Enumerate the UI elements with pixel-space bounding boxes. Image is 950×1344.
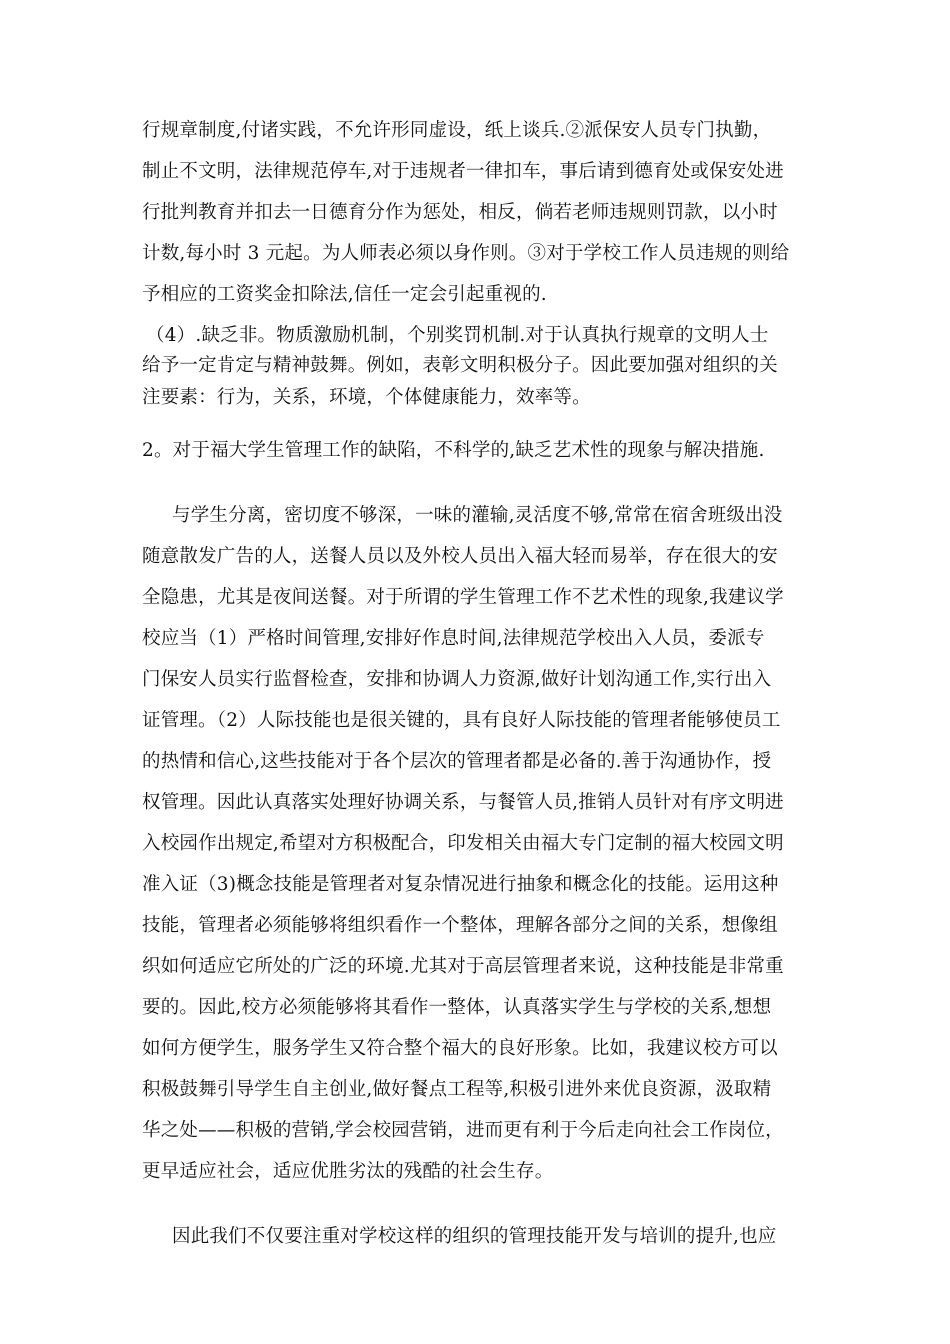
text-line: 华之处——积极的营销,学会校园营销，进而更有利于今后走向社会工作岗位， xyxy=(142,1120,784,1141)
text-line: 更早适应社会，适应优胜劣汰的残酷的社会生存。 xyxy=(142,1161,554,1182)
text-line: 门保安人员实行监督检查，安排和协调人力资源,做好计划沟通工作,实行出入 xyxy=(142,669,772,690)
text-line: 校应当（1）严格时间管理,安排好作息时间,法律规范学校出入人员，委派专 xyxy=(142,628,765,649)
text-line: （4）.缺乏非。物质激励机制，个别奖罚机制.对于认真执行规章的文明人士 xyxy=(146,325,769,346)
section-heading: 2。对于福大学生管理工作的缺陷，不科学的,缺乏艺术性的现象与解决措施. xyxy=(142,440,765,461)
text-line: 要的。因此,校方必须能够将其看作一整体，认真落实学生与学校的关系,想想 xyxy=(142,997,772,1018)
text-line: 注要素：行为，关系，环境，个体健康能力，效率等。 xyxy=(142,387,591,408)
text-line: 制止不文明，法律规范停车,对于违规者一律扣车，事后请到德育处或保安处进 xyxy=(142,161,784,182)
text-line: 技能，管理者必须能够将组织看作一个整体，理解各部分之间的关系，想像组 xyxy=(142,915,778,936)
text-line: 积极鼓舞引导学生自主创业,做好餐点工程等,积极引进外来优良资源，汲取精 xyxy=(142,1079,772,1100)
text-line: 准入证（3)概念技能是管理者对复杂情况进行抽象和概念化的技能。运用这种 xyxy=(142,874,779,895)
text-line: 权管理。因此认真落实处理好协调关系，与餐管人员,推销人员针对有序文明进 xyxy=(142,792,784,813)
text-line: 证管理。（2）人际技能也是很关键的，具有良好人际技能的管理者能够使员工 xyxy=(142,710,781,731)
text-line: 织如何适应它所处的广泛的环境.尤其对于高层管理者来说，这种技能是非常重 xyxy=(142,956,784,977)
text-line: 全隐患，尤其是夜间送餐。对于所谓的学生管理工作不艺术性的现象,我建议学 xyxy=(142,587,784,608)
text-line: 给予一定肯定与精神鼓舞。例如，表彰文明积极分子。因此要加强对组织的关 xyxy=(142,355,778,376)
text-line: 行批判教育并扣去一日德育分作为惩处，相反，倘若老师违规则罚款，以小时 xyxy=(142,202,778,223)
text-line: 如何方便学生，服务学生又符合整个福大的良好形象。比如，我建议校方可以 xyxy=(142,1038,778,1059)
text-line: 入校园作出规定,希望对方积极配合，印发相关由福大专门定制的福大校园文明 xyxy=(142,833,784,854)
text-line: 行规章制度,付诸实践，不允许形同虚设，纸上谈兵.②派保安人员专门执勤， xyxy=(142,120,772,141)
text-line: 因此我们不仅要注重对学校这样的组织的管理技能开发与培训的提升,也应 xyxy=(172,1226,777,1247)
text-line: 计数,每小时 3 元起。为人师表必须以身作则。③对于学校工作人员违规的则给 xyxy=(142,243,790,264)
text-line: 予相应的工资奖金扣除法,信任一定会引起重视的. xyxy=(142,284,547,305)
text-line: 随意散发广告的人，送餐人员以及外校人员出入福大轻而易举，存在很大的安 xyxy=(142,546,778,567)
text-line: 与学生分离，密切度不够深，一味的灌输,灵活度不够,常常在宿舍班级出没 xyxy=(172,505,783,526)
text-line: 的热情和信心,这些技能对于各个层次的管理者都是必备的.善于沟通协作，授 xyxy=(142,751,772,772)
